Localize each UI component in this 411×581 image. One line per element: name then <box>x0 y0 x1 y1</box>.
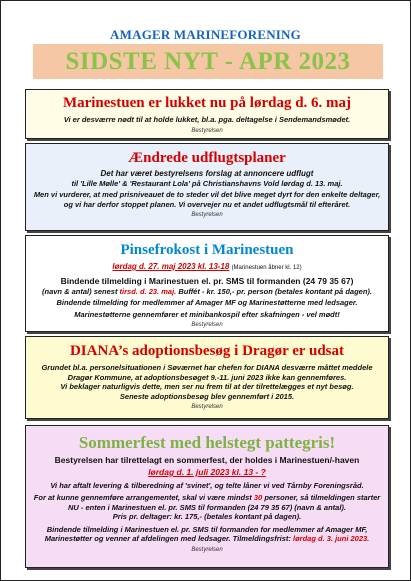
notice-summer-party <box>25 425 389 568</box>
notice-lunch <box>25 235 389 332</box>
notice-diana-heading: DIANA’s adoptionsbesøg i Dragør er udsat <box>69 343 345 359</box>
notice-diana <box>25 336 389 419</box>
notice-diana-signature: Bestyrelsen <box>191 404 223 410</box>
notice-summer-heading: Sommerfest med helstegt pattegris! <box>78 433 336 452</box>
notice-summer-minimum: 30 <box>253 493 263 502</box>
organization-name: AMAGER MARINEFORENING <box>110 27 301 42</box>
notice-excursion-signature: Bestyrelsen <box>191 212 223 218</box>
notice-lunch-line2 <box>26 287 388 297</box>
notice-excursion-line1: Det har været bestyrelsens forslag at annoncere udflugt <box>100 169 314 178</box>
notice-summer-line5-text: Bindende tilmelding i Marinestuen el. pr. SMS til formanden for medlemmer af Amager MF, Marinestøtter og venner af afdelingen med ledsager. Tilmeldingsfrist: <box>44 524 368 543</box>
notice-summer-deadline: lørdag d. 3. juni 2023. <box>292 534 370 543</box>
notice-excursion-line3: Men vi vurderer, at med prisniveauet de to steder vil det blive meget dyrt for den enkelte deltager, og vi har derfor stoppet planen. Vi overvejer nu et andet udflugtsmål til efteråret. <box>33 190 381 209</box>
notice-summer-line5 <box>26 525 388 544</box>
banner <box>33 44 383 79</box>
notice-excursion-line2: til 'Lille Mølle' & 'Restaurant Lola' på Christianshavns Vold lørdag d. 13. maj. <box>71 178 343 188</box>
notice-lunch-line2c: Buffét - kr. 150,- pr. person (betales kontant på dagen). <box>178 286 372 296</box>
notice-summer-line3c: personer, så tilmeldingen starter NU - enten i Marinestuen el. pr. SMS til formanden (24 79 35 67) (navn & antal). <box>68 493 381 512</box>
notice-summer-line1: Bestyrelsen har tilrettelagt en sommerfest, der holdes i Marinestuen/-haven <box>54 455 360 465</box>
notice-diana-line2: Vi beklager naturligvis dette, men ser nu frem til at der tilrettelægges et nyt besøg. <box>60 382 354 391</box>
notice-lunch-heading: Pinsefrokost i Marinestuen <box>120 242 294 258</box>
notice-lunch-deadline: tirsd. d. 23. maj. <box>119 286 177 296</box>
notice-excursion <box>25 143 389 231</box>
banner-title: SIDSTE NYT - APR 2023 <box>65 47 351 75</box>
notice-summer-signature: Bestyrelsen <box>191 546 223 553</box>
notice-lunch-line1: Bindende tilmelding i Marinestuen el. pr. SMS til formanden (24 79 35 67) <box>60 275 354 286</box>
notice-summer-line4: Pris pr. deltager: kr. 175,- (betales kontant på dagen). <box>112 512 302 521</box>
notice-summer-line3 <box>26 493 388 512</box>
notice-closed-signature: Bestyrelsen <box>191 127 223 134</box>
notice-lunch-line3: Bindende tilmelding for medlemmer af Amager MF og Marinestøtterne med ledsager. <box>56 298 358 307</box>
notice-summer-date: lørdag d. 1. juli 2023 kl. 13 - ? <box>148 467 266 477</box>
notice-closed <box>25 89 389 139</box>
notice-lunch-line4: Marinestøtterne gennemfører et minibankospil efter skafningen - vel mødt! <box>74 309 340 319</box>
notice-summer-date-line <box>26 468 388 478</box>
notice-lunch-date: lørdag d. 27. maj 2023 kl. 13-18 <box>112 262 230 271</box>
notice-summer-line3a: For at kunne gennemføre arrangementet, skal vi være mindst <box>33 493 252 502</box>
notice-excursion-heading: Ændrede udflugtsplaner <box>128 150 286 166</box>
notice-closed-heading: Marinestuen er lukket nu på lørdag d. 6. maj <box>62 95 352 111</box>
notice-lunch-signature: Bestyrelsen <box>191 322 223 328</box>
notice-lunch-date-line <box>26 262 388 274</box>
notice-summer-line2: Vi har aftalt levering & tilberedning af 'svinet', og telte låner vi ved Tårnby Foreningsråd. <box>50 480 364 490</box>
notice-lunch-line2a: (navn & antal) senest <box>42 286 118 296</box>
notice-diana-line1: Grundet bl.a. personelsituationen i Søværnet har chefen for DIANA desværre måttet meddele Dragør Kommune, at adoptionsbesøget 9.-11. juni 2023 ikke kan gennemføres. <box>41 363 373 382</box>
notice-diana-line3: Seneste adoptionsbesøg blev gennemført i 2015. <box>119 391 295 401</box>
notice-lunch-date-note: (Marinestuen åbner kl. 12) <box>231 265 302 271</box>
notice-closed-text: Vi er desværre nødt til at holde lukket, bl.a. pga. deltagelse i Sendemandsmødet. <box>63 115 351 124</box>
